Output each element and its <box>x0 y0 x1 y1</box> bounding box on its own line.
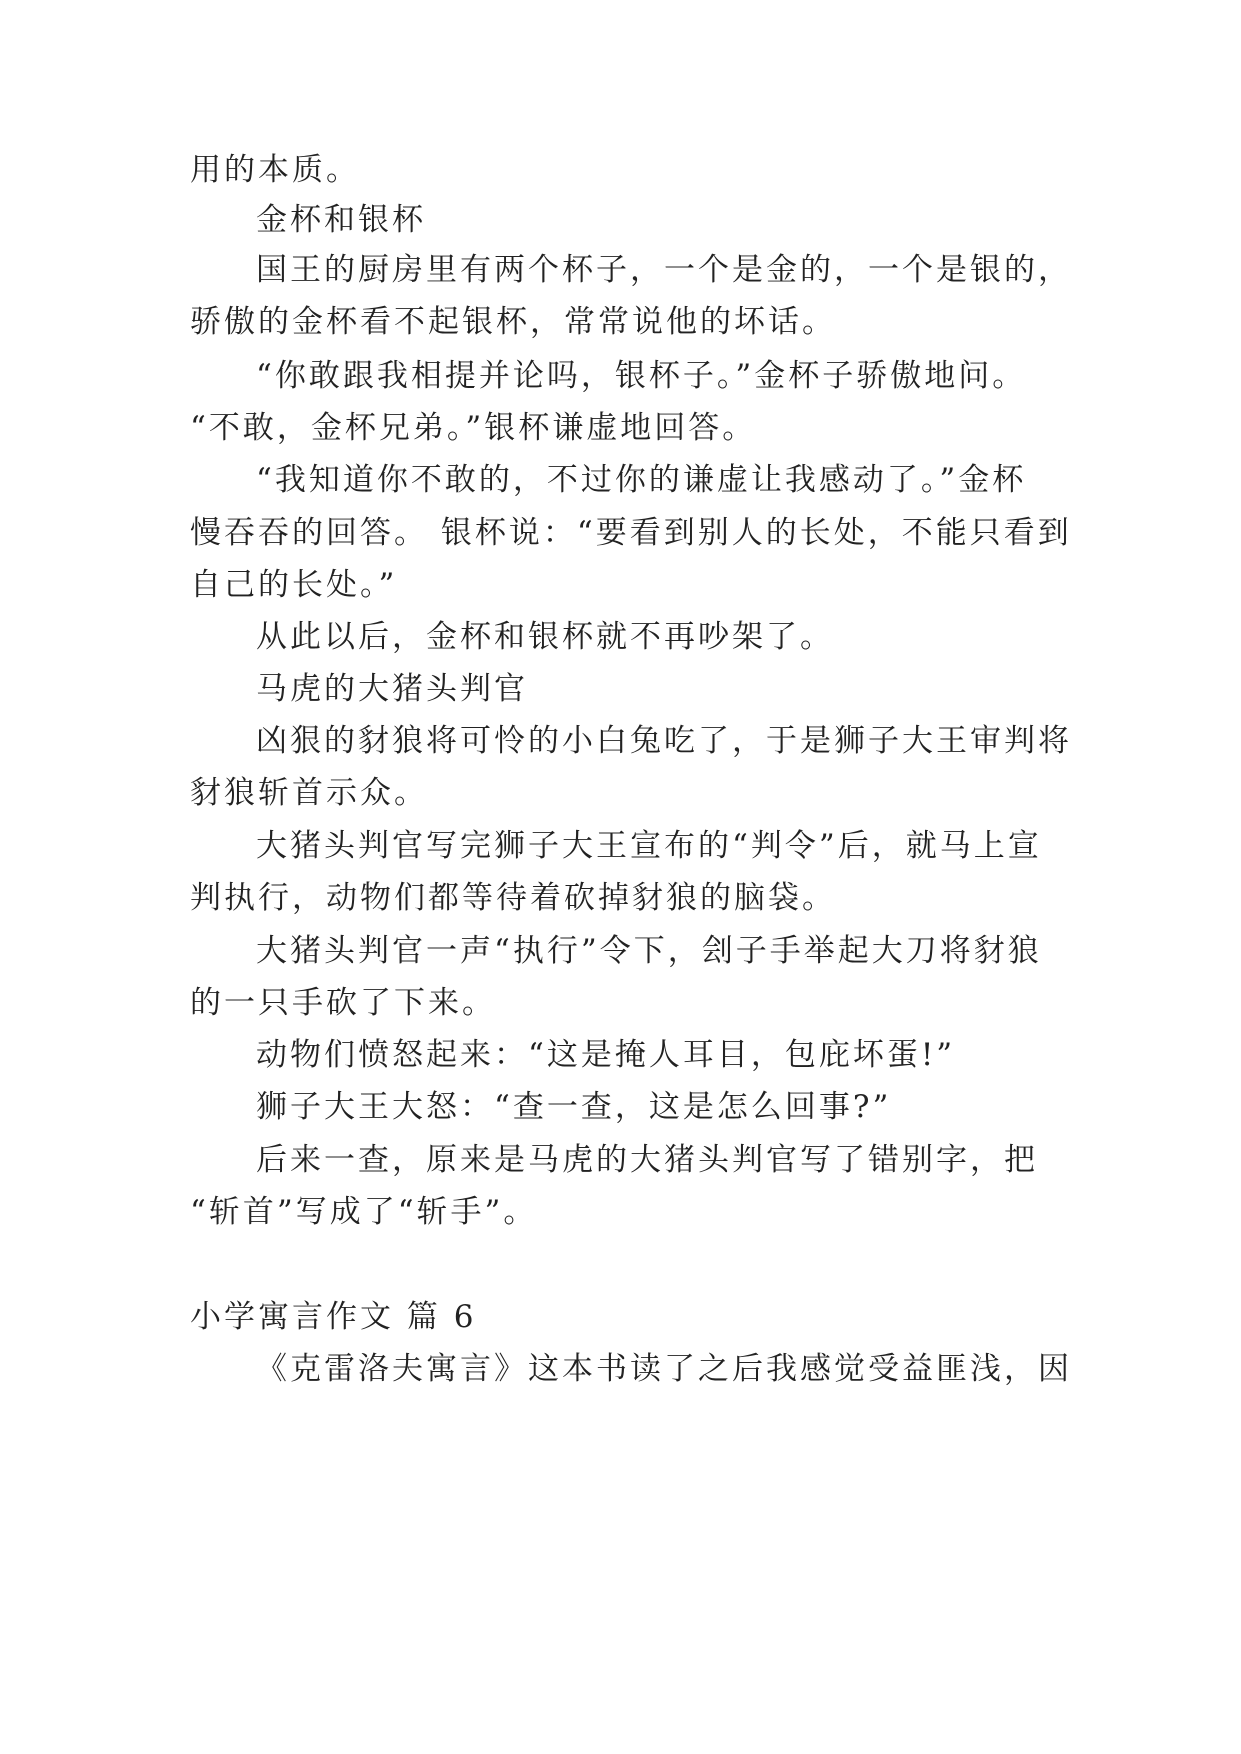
story-title: 马虎的大猪头判官 <box>256 671 528 707</box>
section-heading: 小学寓言作文 篇 6 <box>190 1299 477 1335</box>
paragraph-line: 从此以后，金杯和银杯就不再吵架了。 <box>256 619 834 655</box>
paragraph-line: 《克雷洛夫寓言》这本书读了之后我感觉受益匪浅，因 <box>256 1351 1072 1387</box>
paragraph-line: “你敢跟我相提并论吗，银杯子。”金杯子骄傲地问。 <box>256 358 1027 394</box>
paragraph-line: 动物们愤怒起来：“这是掩人耳目，包庇坏蛋!” <box>256 1037 956 1073</box>
paragraph-line: 自己的长处。” <box>190 567 398 603</box>
paragraph-line: 后来一查，原来是马虎的大猪头判官写了错别字，把 <box>256 1142 1038 1178</box>
paragraph-line: 豺狼斩首示众。 <box>190 775 428 811</box>
paragraph-line: 国王的厨房里有两个杯子，一个是金的，一个是银的， <box>256 252 1072 288</box>
paragraph-line: 用的本质。 <box>190 152 360 188</box>
paragraph-line: 大猪头判官写完狮子大王宣布的“判令”后，就马上宣 <box>256 828 1042 864</box>
paragraph-line: 的一只手砍了下来。 <box>190 985 496 1021</box>
paragraph-line: “斩首”写成了“斩手”。 <box>190 1194 538 1230</box>
paragraph-line: 慢吞吞的回答。 银杯说：“要看到别人的长处，不能只看到 <box>190 515 1072 551</box>
paragraph-line: “不敢，金杯兄弟。”银杯谦虚地回答。 <box>190 410 757 446</box>
paragraph-line: 凶狠的豺狼将可怜的小白兔吃了，于是狮子大王审判将 <box>256 723 1072 759</box>
story-title: 金杯和银杯 <box>256 202 426 238</box>
paragraph-line: 骄傲的金杯看不起银杯，常常说他的坏话。 <box>190 304 836 340</box>
paragraph-line: 狮子大王大怒：“查一查，这是怎么回事?” <box>256 1089 892 1125</box>
paragraph-line: “我知道你不敢的，不过你的谦虚让我感动了。”金杯 <box>256 462 1027 498</box>
paragraph-line: 大猪头判官一声“执行”令下，刽子手举起大刀将豺狼 <box>256 933 1042 969</box>
paragraph-line: 判执行，动物们都等待着砍掉豺狼的脑袋。 <box>190 880 836 916</box>
